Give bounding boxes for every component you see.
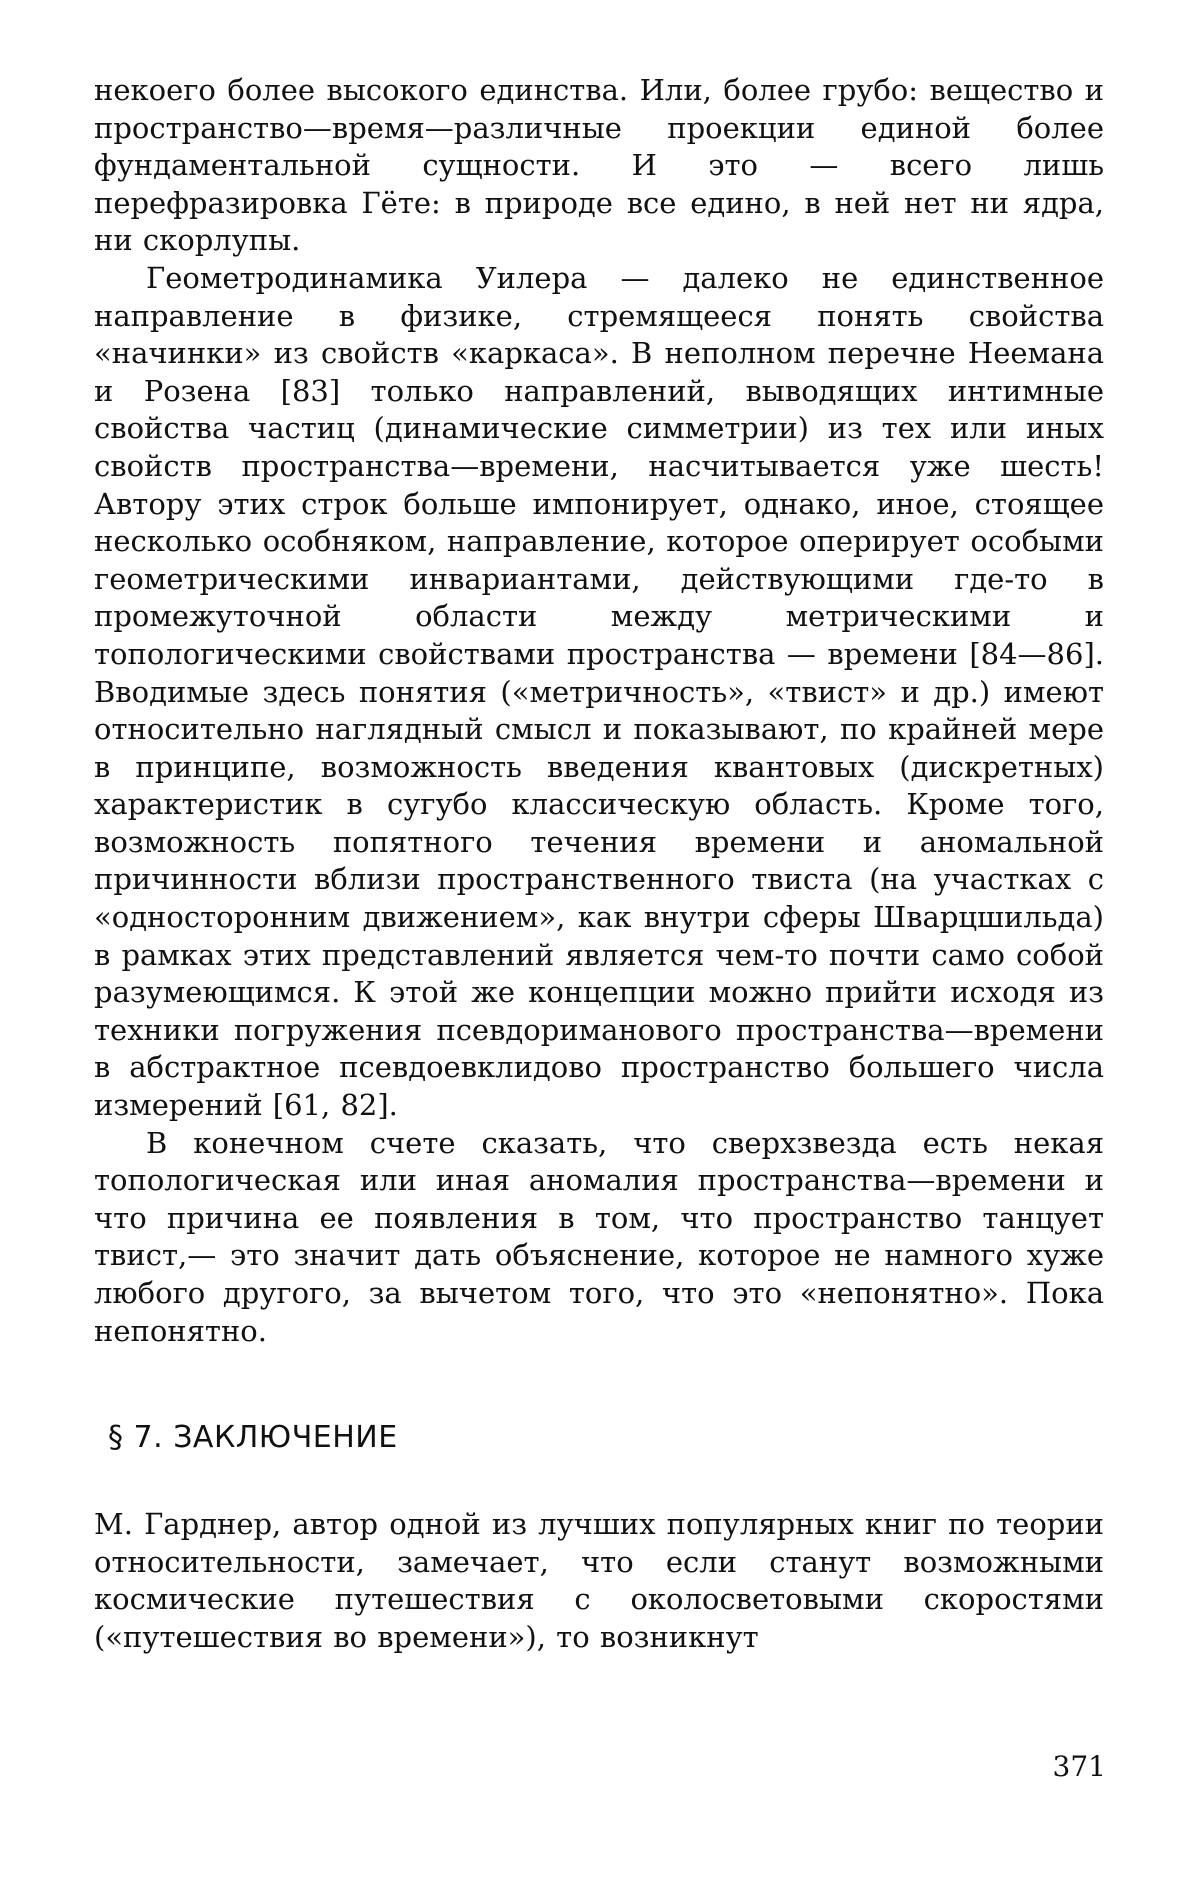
paragraph-conclusion-twist: В конечном счете сказать, что сверхзвезда есть некая топологическая или иная аномалия пространства—времени и что причина ее появления в том, что пространство танцует твист,— это значит дать объяснение, которое не намного хуже любого другого, за вычетом того, что это «непонятно». Пока непонятно. xyxy=(94,1125,1104,1348)
paragraph-gardner: М. Гарднер, автор одной из лучших популярных книг по теории относительности, замечает, что если станут возможными космические путешествия с околосветовыми скоростями («путешествия во времени»), то возникнут xyxy=(94,1507,1104,1654)
page-number: 371 xyxy=(1052,1750,1106,1783)
page-body xyxy=(94,72,1104,1657)
section-heading: § 7. ЗАКЛЮЧЕНИЕ xyxy=(108,1420,398,1456)
paragraph-continuation: некоего более высокого единства. Или, более грубо: вещество и пространство—время—различные проекции единой более фундаментальной сущности. И это — всего лишь перефразировка Гёте: в природе все едино, в ней нет ни ядра, ни скорлупы. xyxy=(94,73,1104,258)
paragraph-geometrodynamics: Геометродинамика Уилера — далеко не единственное направление в физике, стремящееся понять свойства «начинки» из свойств «каркаса». В неполном перечне Неемана и Розена [83] только направлений, выводящих интимные свойства частиц (динамические симметрии) из тех или иных свойств пространства—времени, насчитывается уже шесть! Автору этих строк больше импонирует, однако, иное, стоящее несколько особняком, направление, которое оперирует особыми геометрическими инвариантами, действующими где-то в промежуточной области между метрическими и топологическими свойствами пространства — времени [84—86]. Вводимые здесь понятия («метричность», «твист» и др.) имеют относительно наглядный смысл и показывают, по крайней мере в принципе, возможность введения квантовых (дискретных) характеристик в сугубо классическую область. Кроме того, возможность попятного течения времени и аномальной причинности вблизи пространственного твиста (на участках с «односторонним движением», как внутри сферы Шварцшильда) в рамках этих представлений является чем-то почти само собой разумеющимся. К этой же концепции можно прийти исходя из техники погружения псевдориманового пространства—времени в абстрактное псевдоевклидово пространство большего числа измерений [61, 82]. xyxy=(94,260,1104,1123)
